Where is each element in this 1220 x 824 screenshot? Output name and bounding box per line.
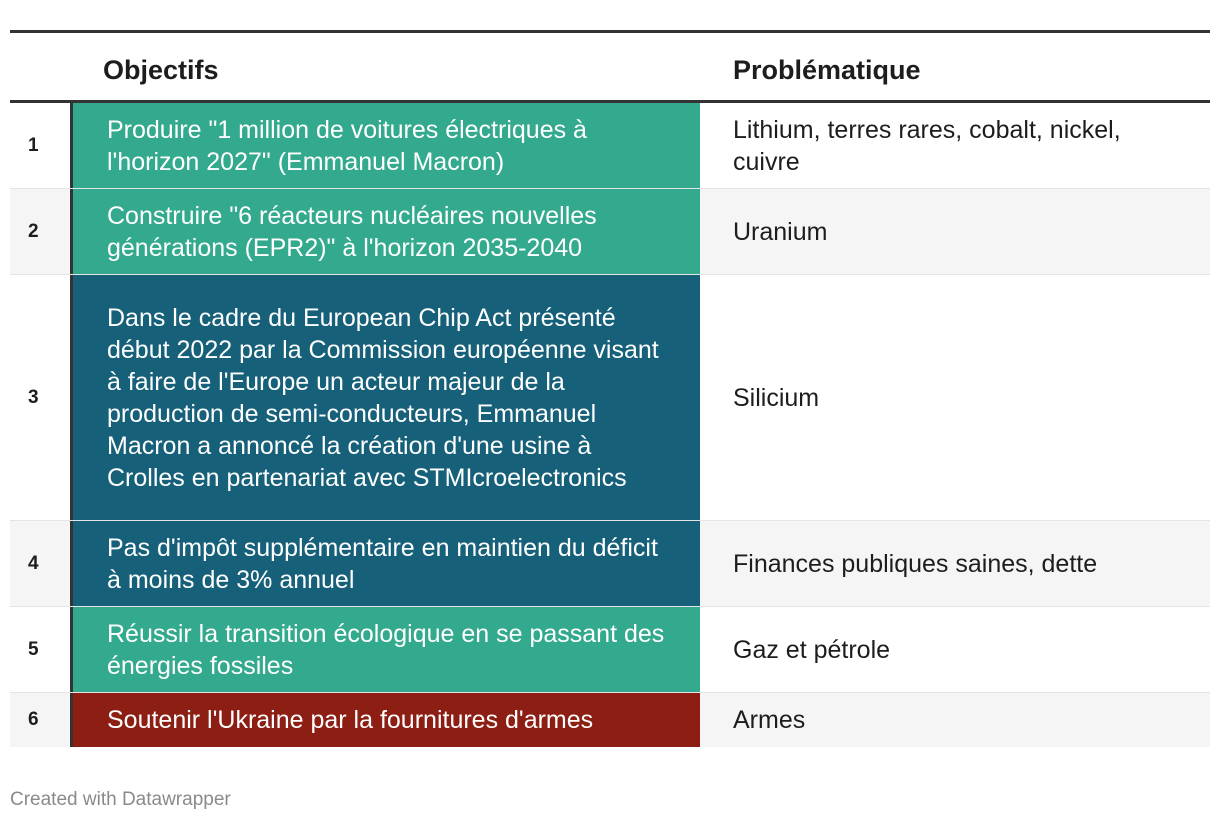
- problematique-cell: Armes: [733, 706, 806, 734]
- problematique-cell: Finances publiques saines, dette: [733, 549, 1098, 578]
- row-number: 5: [10, 607, 70, 692]
- table-row: [10, 521, 1210, 607]
- header-problematique: Problématique: [733, 55, 921, 85]
- row-number: 1: [10, 103, 70, 188]
- objectif-cell: Soutenir l'Ukraine par la fournitures d'armes: [70, 693, 700, 747]
- table-row: [10, 189, 1210, 275]
- data-table: [10, 30, 1210, 747]
- table-row: [10, 103, 1210, 189]
- problematique-cell: Uranium: [733, 217, 828, 246]
- table-row: [10, 275, 1210, 521]
- row-number: 6: [10, 693, 70, 747]
- objectif-cell: Construire "6 réacteurs nucléaires nouvelles générations (EPR2)" à l'horizon 2035-2040: [70, 189, 700, 274]
- header-objectifs: Objectifs: [103, 55, 219, 85]
- row-number: 4: [10, 521, 70, 606]
- table-header: [10, 33, 1210, 103]
- datawrapper-credit-link[interactable]: Created with Datawrapper: [10, 789, 231, 810]
- problematique-cell: Silicium: [733, 383, 820, 412]
- objectif-cell: Pas d'impôt supplémentaire en maintien du déficit à moins de 3% annuel: [70, 521, 700, 606]
- objectif-cell: Produire "1 million de voitures électriques à l'horizon 2027" (Emmanuel Macron): [70, 103, 700, 188]
- table-row: [10, 607, 1210, 693]
- objectif-cell: Dans le cadre du European Chip Act présenté début 2022 par la Commission européenne visant à faire de l'Europe un acteur majeur de la production de semi-conducteurs, Emmanuel Macron a annoncé la création d'une usine à Crolles en partenariat avec STMIcroelectronics: [70, 275, 700, 520]
- problematique-cell: Gaz et pétrole: [733, 635, 891, 664]
- row-number: 2: [10, 189, 70, 274]
- row-number: 3: [10, 275, 70, 520]
- problematique-cell: Lithium, terres rares, cobalt, nickel, cuivre: [733, 115, 1121, 176]
- table-row: [10, 693, 1210, 747]
- objectif-cell: Réussir la transition écologique en se passant des énergies fossiles: [70, 607, 700, 692]
